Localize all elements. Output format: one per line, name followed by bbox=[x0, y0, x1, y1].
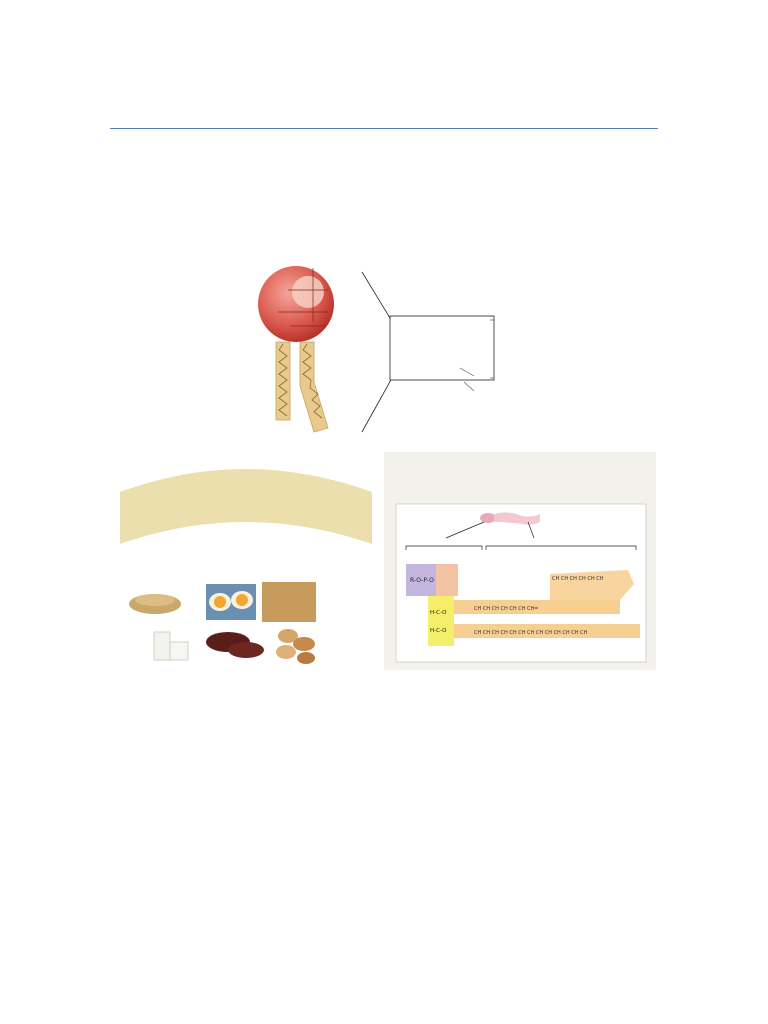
figure-membrane-foods bbox=[110, 452, 380, 670]
phosphate-group bbox=[292, 276, 324, 308]
figure-phospholipid-structure bbox=[238, 260, 538, 438]
phosphate-formula: R-O-P-O bbox=[410, 577, 434, 584]
saturated-tail bbox=[276, 342, 290, 420]
svg-text:H-C-O: H-C-O bbox=[430, 628, 447, 634]
svg-text:CH CH CH CH CH CH CH CH CH CH: CH CH CH CH CH CH CH CH CH CH CH CH CH bbox=[474, 630, 588, 636]
food-chickpeas bbox=[262, 582, 316, 622]
food-wheat bbox=[129, 594, 181, 614]
fatty-acid-bent-chain bbox=[550, 570, 634, 600]
bilayer-box bbox=[390, 316, 494, 380]
title-divider bbox=[110, 128, 658, 129]
svg-text:H-C-O: H-C-O bbox=[430, 610, 447, 616]
glycerol-block bbox=[428, 596, 454, 646]
food-eggs bbox=[206, 584, 256, 620]
svg-text:CH CH CH CH CH CH: CH CH CH CH CH CH bbox=[552, 576, 604, 582]
svg-text:CH CH CH CH CH CH CH=: CH CH CH CH CH CH CH= bbox=[474, 606, 539, 612]
unsaturated-tail bbox=[300, 342, 328, 432]
phospholipid-head bbox=[258, 266, 334, 342]
figure-fosfolipidos-diagram bbox=[384, 452, 656, 670]
